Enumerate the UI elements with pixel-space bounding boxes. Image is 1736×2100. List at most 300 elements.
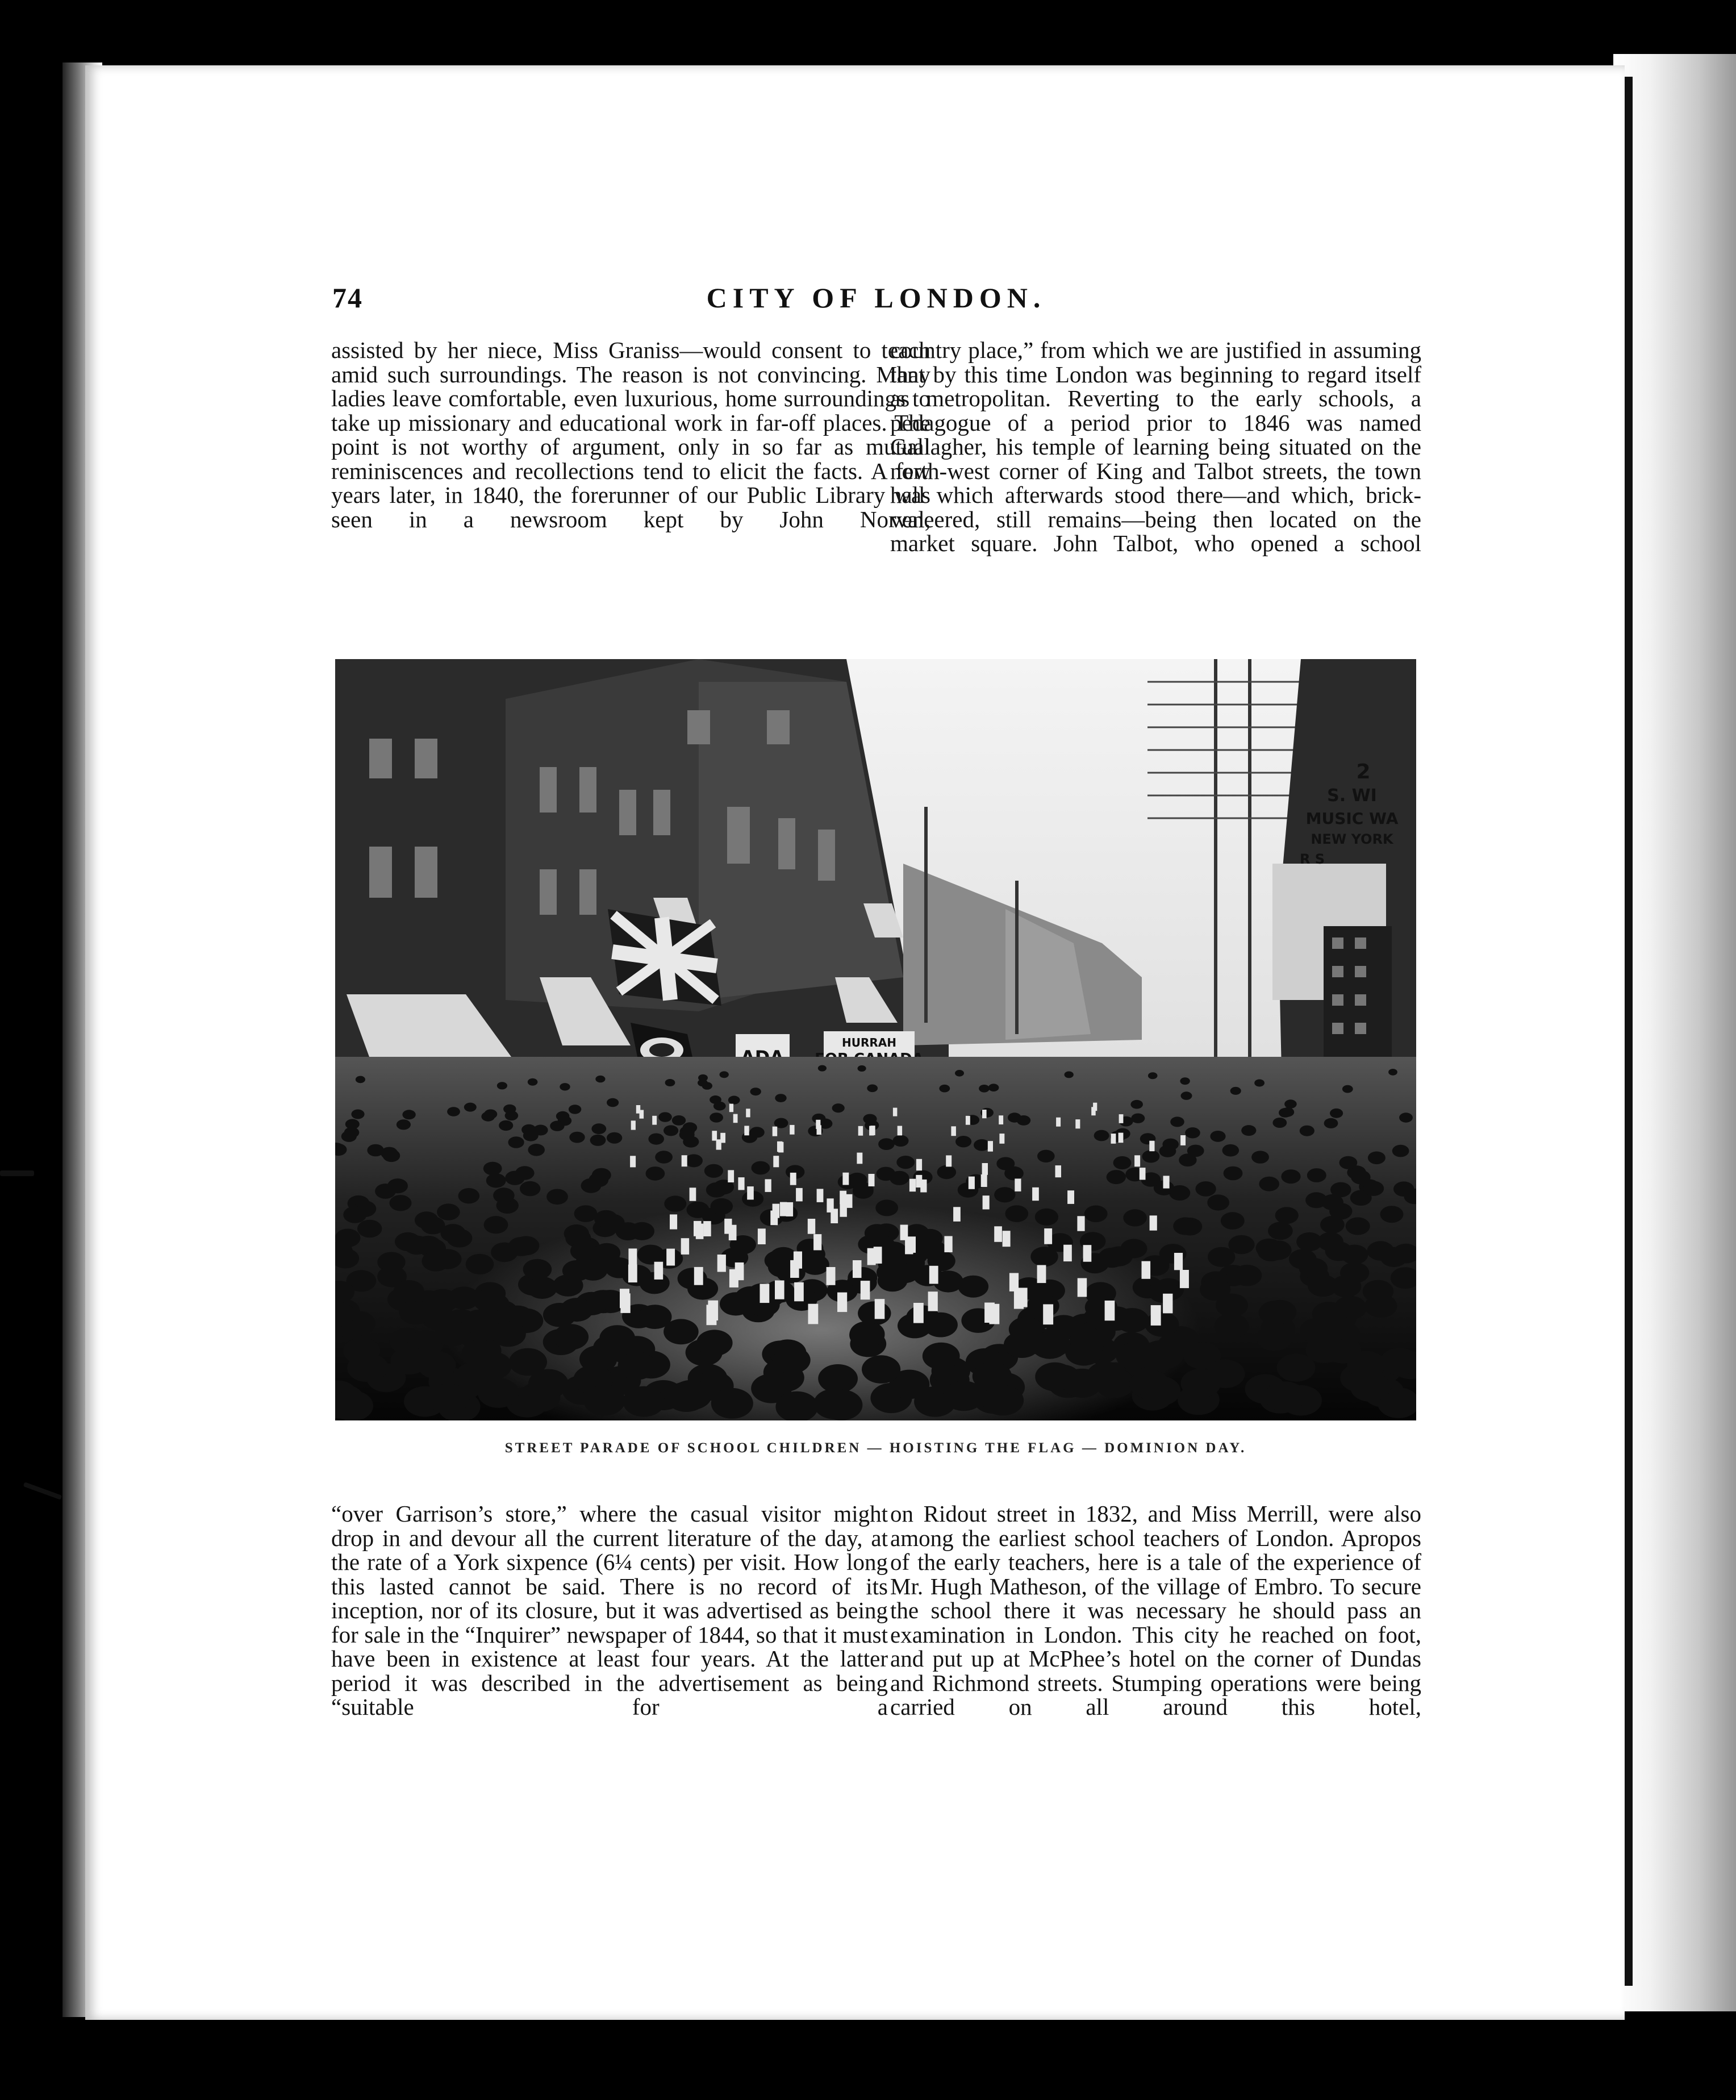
child-white-dress: [773, 1156, 779, 1167]
crowd-figure: [446, 1229, 472, 1248]
child-white-dress: [875, 1299, 885, 1319]
crowd-figure: [820, 1390, 862, 1420]
paragraph: on Ridout street in 1832, and Miss Merrill, were also among the earliest school teachers of London. Apropos of the early teachers, here is a tale of the experience of Mr. Hugh Matheson, of the village of Embro. To secure the school there it was necessary he should pass an examination in London. This city he reached on foot, and put up at McPhee’s hotel on the corner of Dundas and Richmond streets. Stumping operations were being carried on all around this hotel,: [890, 1501, 1421, 1720]
crowd-figure: [1094, 1130, 1109, 1141]
text-column-top-left: [331, 338, 930, 616]
crowd-figure: [865, 1224, 890, 1242]
child-white-dress: [760, 1284, 770, 1303]
crowd-figure: [600, 1214, 624, 1232]
crowd-figure: [775, 1094, 786, 1102]
crowd-figure: [720, 1292, 752, 1315]
crowd-figure: [473, 1289, 505, 1313]
crowd-figure: [447, 1107, 460, 1116]
crowd-figure: [742, 1132, 757, 1143]
crowd-figure: [1325, 1241, 1352, 1261]
crowd-figure: [527, 1277, 557, 1299]
crowd-figure: [513, 1236, 539, 1256]
crowd-figure: [1241, 1125, 1256, 1136]
crowd-figure: [357, 1220, 382, 1238]
crowd-figure: [399, 1301, 432, 1324]
crowd-figure: [1030, 1247, 1058, 1266]
crowd-figure: [434, 1249, 462, 1269]
crowd-figure: [497, 1082, 507, 1089]
child-white-dress: [1119, 1133, 1124, 1143]
crowd-figure: [646, 1166, 665, 1181]
crowd-figure: [893, 1135, 909, 1147]
child-white-dress: [1075, 1119, 1080, 1128]
crowd-figure: [592, 1168, 611, 1182]
running-head: CITY OF LONDON.: [706, 282, 1046, 314]
child-white-dress: [969, 1177, 975, 1189]
crowd-figure: [1224, 1166, 1243, 1181]
crowd-figure: [394, 1280, 424, 1303]
child-white-dress: [898, 1126, 902, 1136]
child-white-dress: [1142, 1261, 1151, 1279]
crowd-figure: [1342, 1085, 1353, 1093]
crowd-figure: [1320, 1216, 1345, 1234]
crowd-figure: [1399, 1112, 1413, 1122]
child-white-dress: [842, 1173, 849, 1185]
child-white-dress: [775, 1281, 784, 1299]
crowd-figure: [1131, 1114, 1145, 1123]
child-white-dress: [790, 1125, 794, 1135]
crowd-figure: [591, 1123, 606, 1134]
child-white-dress: [999, 1115, 1003, 1124]
crowd-figure: [583, 1385, 625, 1416]
crowd-figure: [1363, 1181, 1384, 1196]
crowd-figure: [464, 1103, 477, 1112]
crowd-figure: [1324, 1336, 1361, 1363]
crowd-figure: [1284, 1099, 1297, 1109]
crowd-figure: [655, 1151, 673, 1163]
child-white-dress: [808, 1304, 819, 1324]
crowd-figure: [1116, 1343, 1153, 1370]
crowd-figure: [595, 1076, 605, 1082]
crowd-figure: [1145, 1312, 1179, 1337]
crowd-figure: [1107, 1170, 1126, 1184]
crowd-figure: [375, 1184, 396, 1199]
child-white-dress: [900, 1225, 908, 1240]
crowd-figure: [982, 1385, 1024, 1416]
svg-text:HURRAH: HURRAH: [842, 1036, 896, 1049]
child-white-dress: [1067, 1190, 1074, 1204]
child-white-dress: [946, 1155, 952, 1166]
child-white-dress: [1063, 1245, 1072, 1261]
crowd-figure: [858, 1065, 866, 1072]
child-white-dress: [628, 1248, 637, 1265]
crowd-figure: [503, 1105, 516, 1114]
child-white-dress: [929, 1266, 938, 1284]
crowd-figure: [574, 1205, 598, 1222]
child-white-dress: [712, 1131, 717, 1140]
crowd-figure: [560, 1298, 593, 1322]
child-white-dress: [780, 1202, 787, 1216]
crowd-figure: [1254, 1080, 1265, 1087]
child-white-dress: [1180, 1135, 1186, 1145]
crowd-figure: [1123, 1209, 1147, 1226]
child-white-dress: [831, 1209, 838, 1223]
crowd-figure: [1099, 1306, 1133, 1331]
crowd-figure: [994, 1187, 1015, 1202]
child-white-dress: [1018, 1288, 1028, 1307]
child-white-dress: [707, 1305, 717, 1325]
crowd-figure: [1034, 1331, 1070, 1357]
child-white-dress: [869, 1126, 874, 1136]
child-white-dress: [1083, 1245, 1092, 1262]
crowd-figure: [955, 1136, 971, 1147]
child-white-dress: [758, 1228, 766, 1244]
text-column-top-right: [890, 338, 1421, 616]
child-white-dress: [729, 1225, 737, 1240]
child-white-dress: [1043, 1305, 1053, 1325]
crowd-figure: [849, 1322, 884, 1348]
svg-text:2: 2: [1356, 760, 1371, 784]
crowd-figure: [1200, 1278, 1230, 1301]
crowd-figure: [1300, 1126, 1314, 1136]
crowd-figure: [1087, 1362, 1126, 1390]
child-white-dress: [735, 1262, 744, 1280]
crowd-figure: [765, 1251, 792, 1271]
crowd-figure: [618, 1352, 657, 1380]
child-white-dress: [1078, 1278, 1087, 1297]
crowd-figure: [687, 1202, 710, 1218]
crowd-figure: [958, 1276, 989, 1298]
text-column-bottom-left: [331, 1502, 888, 1780]
crowd-figure: [466, 1254, 494, 1274]
child-white-dress: [1037, 1265, 1046, 1284]
crowd-figure: [1251, 1151, 1269, 1163]
child-white-dress: [631, 1120, 636, 1130]
child-white-dress: [733, 1114, 738, 1123]
crowd-figure: [484, 1216, 508, 1234]
paragraph: country place,” from which we are justified in assuming that by this time London was beginning to regard itself as metropolitan. Reverting to the early schools, a pedagogue of a period prior to 1846 was named Gallagher, his temple of learning being situated on the north-west corner of King and Talbot streets, the town hall which afterwards stood there—and which, brick-veneered, still remains—being then located on the market square. John Talbot, who opened a school: [890, 337, 1421, 556]
child-white-dress: [1140, 1168, 1146, 1180]
crowd-figure: [349, 1353, 388, 1381]
crowd-figure: [696, 1330, 733, 1356]
adjacent-page-edge: [1613, 54, 1736, 2011]
crowd-figure: [1195, 1181, 1216, 1197]
crowd-figure: [1275, 1207, 1299, 1224]
child-white-dress: [988, 1141, 993, 1152]
crowd-figure: [1380, 1247, 1408, 1267]
crowd-figure: [1392, 1145, 1409, 1157]
child-white-dress: [1009, 1273, 1019, 1291]
crowd-figure: [818, 1364, 858, 1393]
crowd-figure: [979, 1085, 990, 1093]
street-parade-photograph: [335, 659, 1416, 1420]
crowd-figure: [937, 1165, 957, 1179]
crowd-figure: [1008, 1112, 1021, 1122]
child-white-dress: [983, 1195, 990, 1209]
crowd-figure: [1173, 1217, 1197, 1235]
crowd-figure: [1281, 1107, 1294, 1117]
child-white-dress: [867, 1248, 876, 1265]
crowd-figure: [877, 1167, 896, 1181]
child-white-dress: [913, 1303, 924, 1323]
child-white-dress: [966, 1116, 970, 1125]
crowd-figure: [483, 1162, 502, 1176]
child-white-dress: [620, 1293, 630, 1313]
crowd-figure: [1065, 1072, 1074, 1078]
crowd-figure: [863, 1114, 877, 1124]
crowd-figure: [484, 1109, 497, 1119]
child-white-dress: [1044, 1228, 1052, 1244]
child-white-dress: [1151, 1305, 1161, 1326]
child-white-dress: [728, 1170, 734, 1182]
crowd-figure: [570, 1241, 597, 1261]
child-white-dress: [1174, 1253, 1183, 1270]
crowd-figure: [878, 1253, 907, 1274]
child-white-dress: [630, 1156, 636, 1167]
crowd-figure: [458, 1188, 480, 1203]
crowd-figure: [1289, 1249, 1317, 1269]
crowd-figure: [1181, 1369, 1221, 1398]
child-white-dress: [808, 1219, 815, 1234]
child-white-dress: [1105, 1301, 1115, 1320]
crowd-figure: [550, 1121, 564, 1131]
crowd-figure: [955, 1070, 964, 1077]
crowd-figure: [1272, 1118, 1287, 1128]
crowd-figure: [698, 1079, 708, 1086]
crowd-figure: [623, 1386, 665, 1417]
crowd-figure: [710, 1095, 721, 1104]
child-white-dress: [744, 1126, 749, 1135]
crowd-figure: [750, 1088, 761, 1095]
crowd-figure: [562, 1260, 591, 1281]
child-white-dress: [994, 1226, 1002, 1242]
child-white-dress: [909, 1179, 916, 1192]
child-white-dress: [853, 1260, 862, 1278]
child-white-dress: [951, 1126, 956, 1136]
child-white-dress: [790, 1260, 799, 1278]
crowd-figure: [508, 1136, 524, 1148]
child-white-dress: [790, 1173, 796, 1185]
crowd-figure: [679, 1130, 695, 1141]
crowd-figure: [773, 1347, 811, 1374]
crowd-figure: [1037, 1150, 1055, 1162]
crowd-figure: [1142, 1150, 1160, 1162]
child-white-dress: [1093, 1103, 1097, 1111]
child-white-dress: [694, 1267, 703, 1285]
crowd-figure: [546, 1189, 568, 1205]
crowd-figure: [1364, 1294, 1397, 1318]
crowd-figure: [1130, 1100, 1143, 1109]
child-white-dress: [654, 1262, 663, 1280]
child-white-dress: [837, 1293, 847, 1313]
child-white-dress: [794, 1282, 804, 1301]
crowd-figure: [553, 1324, 589, 1349]
crowd-figure: [720, 1071, 729, 1078]
crowd-figure: [1222, 1144, 1240, 1157]
crowd-figure: [710, 1112, 723, 1122]
crowd-figure: [560, 1083, 570, 1090]
crowd-figure: [437, 1203, 460, 1220]
crowd-figure: [848, 1173, 867, 1187]
crowd-figure: [1098, 1248, 1126, 1268]
crowd-figure: [569, 1132, 585, 1143]
crowd-figure: [639, 1305, 672, 1329]
child-white-dress: [738, 1177, 744, 1190]
child-white-dress: [869, 1174, 875, 1186]
photo-caption: STREET PARADE OF SCHOOL CHILDREN — HOISTING THE FLAG — DOMINION DAY.: [504, 1440, 1247, 1456]
child-white-dress: [765, 1179, 771, 1192]
child-white-dress: [1163, 1294, 1172, 1314]
crowd-figure: [343, 1206, 366, 1223]
crowd-figure: [345, 1119, 360, 1129]
child-white-dress: [747, 1186, 754, 1199]
crowd-figure: [1380, 1206, 1404, 1223]
child-white-dress: [717, 1255, 726, 1272]
child-white-dress: [681, 1238, 689, 1255]
crowd-figure: [356, 1076, 365, 1084]
svg-text:S. WI: S. WI: [1327, 786, 1377, 806]
child-white-dress: [981, 1174, 987, 1187]
crowd-figure: [499, 1120, 513, 1131]
crowd-figure: [395, 1232, 421, 1251]
child-white-dress: [716, 1139, 721, 1149]
crowd-figure: [1268, 1222, 1293, 1240]
child-white-dress: [816, 1120, 820, 1129]
child-white-dress: [636, 1105, 640, 1114]
paragraph: “over Garrison’s store,” where the casual visitor might drop in and devour all the current literature of the day, at the rate of a York sixpence (6¼ cents) per visit. How long this lasted cannot be said. There is no record of its inception, nor of its closure, but it was advertised as being for sale in the “Inquirer” newspaper of 1844, so that it must have been in existence at least four years. At the latter period it was described in the advertisement as being “suitable for a: [331, 1501, 888, 1720]
crowd-figure: [607, 1132, 622, 1144]
crowd-figure: [367, 1144, 384, 1157]
child-white-dress: [777, 1141, 782, 1152]
crowd-figure: [397, 1119, 411, 1130]
child-white-dress: [1055, 1165, 1062, 1177]
crowd-figure: [672, 1115, 686, 1126]
child-white-dress: [690, 1188, 696, 1201]
crowd-figure: [528, 1078, 538, 1086]
crowd-figure: [493, 1188, 515, 1203]
crowd-figure: [590, 1135, 606, 1146]
crowd-figure: [867, 1085, 878, 1093]
child-white-dress: [1015, 1178, 1021, 1191]
crowd-figure: [913, 1265, 943, 1286]
crowd-figure: [607, 1098, 619, 1107]
crowd-figure: [1388, 1069, 1397, 1076]
crowd-figure: [505, 1171, 525, 1185]
svg-text:R S: R S: [1299, 851, 1325, 867]
crowd-figure: [1324, 1118, 1338, 1128]
crowd-figure: [648, 1134, 664, 1145]
crowd-figure: [996, 1157, 1015, 1170]
crowd-figure: [1281, 1169, 1300, 1184]
scan-artifact: [0, 1170, 34, 1176]
child-white-dress: [670, 1214, 677, 1229]
crowd-figure: [637, 1245, 665, 1265]
crowd-figure: [390, 1195, 412, 1211]
child-white-dress: [813, 1234, 821, 1250]
child-white-dress: [1056, 1118, 1061, 1127]
crowd-figure: [943, 1381, 984, 1411]
child-white-dress: [827, 1267, 836, 1285]
crowd-figure: [728, 1096, 740, 1105]
crowd-figure: [1221, 1212, 1245, 1230]
child-white-dress: [729, 1104, 733, 1112]
child-white-dress: [982, 1163, 988, 1175]
child-white-dress: [1134, 1155, 1140, 1166]
page-header: [332, 281, 1420, 315]
child-white-dress: [928, 1291, 938, 1311]
child-white-dress: [773, 1127, 778, 1136]
child-white-dress: [682, 1155, 687, 1166]
child-white-dress: [1163, 1176, 1170, 1188]
crowd-figure: [974, 1139, 990, 1151]
child-white-dress: [1032, 1188, 1039, 1201]
crowd-figure: [1233, 1265, 1262, 1286]
crowd-figure: [1035, 1209, 1058, 1226]
crowd-figure: [428, 1384, 469, 1414]
child-white-dress: [840, 1191, 846, 1205]
crowd-figure: [1181, 1091, 1192, 1100]
crowd-figure: [1159, 1145, 1176, 1157]
child-white-dress: [858, 1126, 863, 1136]
crowd-figure: [528, 1369, 569, 1398]
child-white-dress: [840, 1203, 847, 1217]
crowd-figure: [1265, 1381, 1306, 1411]
crowd-figure: [523, 1130, 539, 1141]
crowd-figure: [1277, 1353, 1316, 1381]
crowd-figure: [1258, 1241, 1284, 1261]
crowd-figure: [1263, 1300, 1296, 1324]
crowd-figure: [435, 1320, 470, 1346]
child-white-dress: [1150, 1215, 1157, 1230]
crowd-figure: [924, 1313, 958, 1338]
child-white-dress: [666, 1249, 675, 1266]
child-white-dress: [982, 1110, 987, 1118]
crowd-figure: [1368, 1152, 1386, 1165]
crowd-figure: [1179, 1153, 1196, 1166]
crowd-figure: [1185, 1127, 1200, 1138]
child-white-dress: [905, 1238, 913, 1255]
crowd-figure: [1148, 1072, 1158, 1079]
crowd-figure: [1005, 1205, 1028, 1222]
child-white-dress: [953, 1207, 961, 1222]
child-white-dress: [893, 1108, 898, 1116]
crowd-figure: [1350, 1372, 1391, 1402]
child-white-dress: [861, 1281, 870, 1299]
crowd-figure: [658, 1112, 672, 1122]
crowd-figure: [1210, 1131, 1225, 1142]
crowd-figure: [1259, 1177, 1279, 1191]
crowd-figure: [1393, 1181, 1414, 1197]
child-white-dress: [817, 1189, 824, 1202]
child-white-dress: [628, 1265, 637, 1283]
crowd-figure: [1113, 1156, 1132, 1169]
child-white-dress: [920, 1180, 927, 1193]
crowd-figure: [896, 1156, 915, 1169]
crowd-figure: [383, 1149, 400, 1162]
crowd-figure: [486, 1173, 506, 1188]
child-white-dress: [857, 1153, 862, 1164]
crowd-figure: [1230, 1087, 1241, 1095]
crowd-figure: [1207, 1194, 1229, 1210]
child-white-dress: [999, 1134, 1004, 1144]
child-white-dress: [944, 1236, 952, 1253]
crowd-figure: [671, 1380, 712, 1410]
crowd-figure: [402, 1110, 415, 1119]
crowd-figure: [1346, 1217, 1370, 1235]
crowd-figure: [711, 1388, 753, 1419]
crowd-figure: [878, 1138, 895, 1150]
crowd-figure: [455, 1362, 494, 1390]
crowd-figure: [415, 1211, 439, 1229]
crowd-figure: [923, 1343, 960, 1370]
child-white-dress: [916, 1159, 922, 1170]
crowd-figure: [706, 1182, 727, 1198]
child-white-dress: [703, 1221, 711, 1236]
